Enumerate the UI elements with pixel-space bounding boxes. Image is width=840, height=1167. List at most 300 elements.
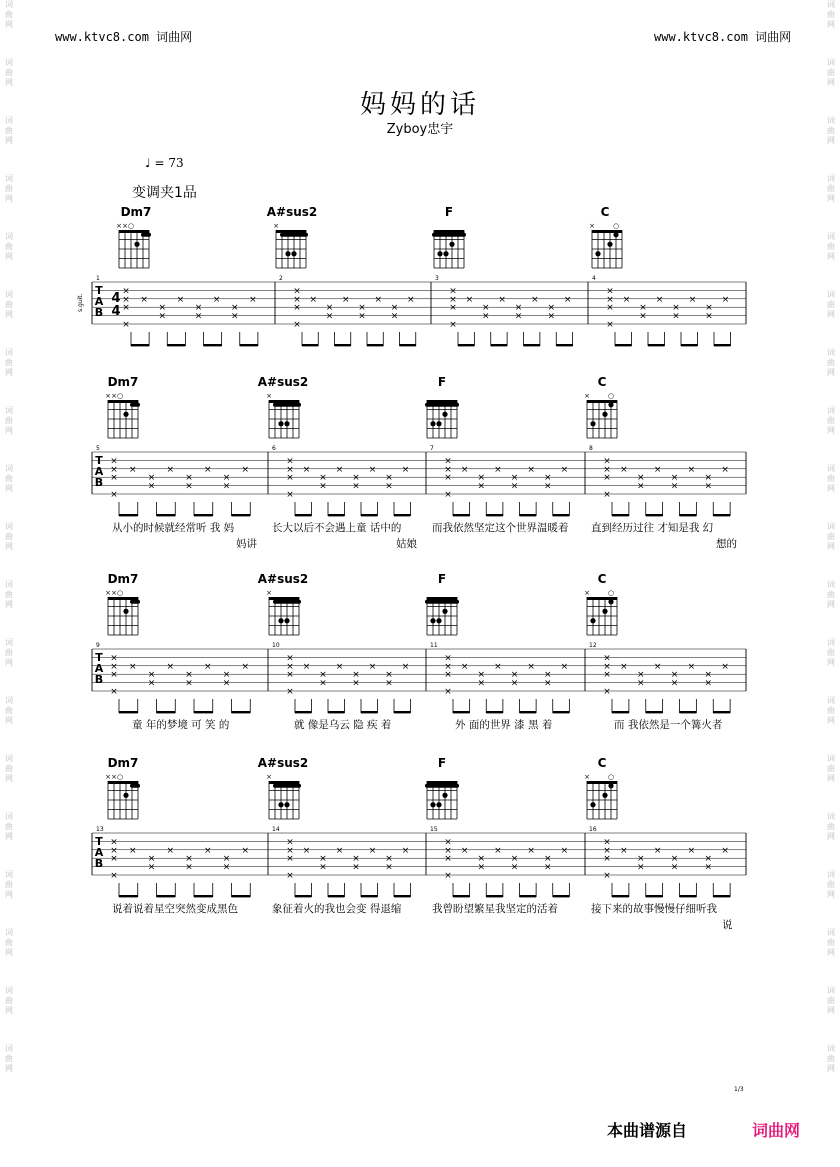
svg-text:×: × bbox=[286, 456, 294, 467]
footer-label: 本曲谱源自 bbox=[607, 1121, 688, 1140]
svg-text:×: × bbox=[636, 670, 645, 681]
watermark-glyphs: 词 曲 网 bbox=[827, 174, 835, 203]
svg-text:×: × bbox=[620, 661, 628, 672]
measure-number: 12 bbox=[589, 642, 597, 649]
svg-text:×: × bbox=[385, 854, 393, 865]
svg-text:×: × bbox=[636, 481, 645, 492]
svg-text:×: × bbox=[286, 661, 294, 672]
svg-text:×: × bbox=[249, 294, 257, 305]
svg-text:×: × bbox=[721, 661, 729, 672]
lyric-line: 直到经历过往 才知是我 幻 bbox=[591, 522, 714, 534]
svg-text:×: × bbox=[110, 653, 118, 664]
svg-text:×: × bbox=[639, 303, 647, 314]
measure-number: 14 bbox=[272, 826, 280, 833]
svg-text:×: × bbox=[293, 320, 301, 330]
chord-name: Dm7 bbox=[107, 756, 139, 770]
svg-text:×: × bbox=[444, 871, 452, 881]
svg-text:×: × bbox=[705, 303, 713, 314]
svg-text:○: ○ bbox=[116, 392, 124, 400]
svg-text:×: × bbox=[286, 837, 294, 848]
svg-text:○: ○ bbox=[116, 589, 124, 597]
chord-diagram-f bbox=[432, 230, 466, 268]
system-4 bbox=[92, 756, 746, 897]
svg-text:○: ○ bbox=[607, 392, 615, 400]
svg-text:×: × bbox=[543, 862, 552, 873]
svg-text:×: × bbox=[352, 670, 360, 681]
svg-text:×: × bbox=[670, 481, 679, 492]
chord-name: Dm7 bbox=[120, 205, 152, 219]
svg-text:×: × bbox=[510, 854, 519, 865]
watermark-glyphs: 词 曲 网 bbox=[5, 174, 13, 203]
footer-brand: 词曲网 bbox=[752, 1121, 801, 1140]
chord-diagram-dm7 bbox=[105, 773, 140, 819]
svg-text:×: × bbox=[385, 862, 393, 873]
chord-diagram-c bbox=[584, 392, 617, 438]
svg-text:×: × bbox=[286, 687, 294, 697]
svg-text:×: × bbox=[444, 653, 452, 664]
watermark-glyphs: 词 曲 网 bbox=[827, 58, 835, 87]
measure-number: 13 bbox=[96, 826, 104, 833]
svg-text:×: × bbox=[390, 303, 399, 314]
svg-text:×: × bbox=[510, 862, 519, 873]
svg-text:×: × bbox=[176, 294, 185, 305]
svg-text:×: × bbox=[266, 589, 272, 597]
svg-text:×: × bbox=[166, 845, 175, 856]
svg-text:×: × bbox=[721, 294, 730, 305]
svg-text:×: × bbox=[358, 311, 366, 322]
tab-clef: A bbox=[94, 465, 104, 478]
svg-text:×: × bbox=[406, 294, 415, 305]
watermark-glyphs: 词 曲 网 bbox=[827, 696, 835, 725]
svg-text:×: × bbox=[444, 490, 452, 500]
svg-text:×: × bbox=[620, 845, 628, 856]
svg-text:×: × bbox=[203, 661, 212, 672]
watermark-glyphs: 词 曲 网 bbox=[5, 58, 13, 87]
svg-text:×: × bbox=[122, 320, 130, 330]
svg-text:×: × bbox=[230, 311, 239, 322]
svg-text:×: × bbox=[286, 670, 294, 681]
svg-text:×: × bbox=[368, 845, 377, 856]
chord-name: F bbox=[437, 572, 447, 586]
measure-number: 16 bbox=[589, 826, 597, 833]
svg-text:×: × bbox=[352, 854, 360, 865]
svg-text:×: × bbox=[584, 773, 590, 781]
svg-text:×: × bbox=[110, 845, 118, 856]
svg-text:×: × bbox=[603, 871, 611, 881]
svg-text:×: × bbox=[286, 473, 294, 484]
lyric-line: 长大以后不会遇上童 话中的 bbox=[272, 522, 402, 534]
lyric-line: 童 年的梦境 可 笑 的 bbox=[132, 719, 230, 731]
watermark-glyphs: 词 曲 网 bbox=[5, 464, 13, 493]
svg-text:×: × bbox=[670, 473, 679, 484]
tab-clef: T bbox=[95, 651, 103, 664]
tab-clef: B bbox=[94, 857, 104, 870]
svg-text:×: × bbox=[122, 286, 130, 297]
svg-text:×: × bbox=[670, 678, 679, 689]
svg-text:×: × bbox=[543, 473, 552, 484]
instrument-label: s.guit. bbox=[77, 293, 84, 312]
svg-text:×: × bbox=[620, 464, 628, 475]
svg-text:×: × bbox=[341, 294, 350, 305]
lyric-line: 我曾盼望繁星我坚定的活着 bbox=[432, 903, 558, 915]
svg-text:×: × bbox=[293, 286, 301, 297]
svg-text:×: × bbox=[460, 464, 469, 475]
watermark-glyphs: 词 曲 网 bbox=[827, 348, 835, 377]
svg-text:×: × bbox=[385, 678, 393, 689]
svg-text:×: × bbox=[481, 303, 490, 314]
svg-text:×: × bbox=[385, 481, 393, 492]
measure-number: 10 bbox=[272, 642, 280, 649]
svg-text:×: × bbox=[444, 837, 452, 848]
tab-clef: A bbox=[94, 295, 104, 308]
watermark-glyphs: 词 曲 网 bbox=[827, 1044, 835, 1073]
svg-text:×: × bbox=[449, 286, 457, 297]
svg-text:×: × bbox=[606, 320, 614, 330]
svg-text:×: × bbox=[687, 845, 696, 856]
tab-clef: B bbox=[94, 673, 104, 686]
svg-text:×: × bbox=[222, 854, 231, 865]
watermark-glyphs: 词 曲 网 bbox=[5, 232, 13, 261]
svg-text:×: × bbox=[368, 661, 377, 672]
svg-text:×: × bbox=[147, 473, 156, 484]
lyric-continuation: 妈讲 bbox=[236, 538, 257, 550]
svg-text:○: ○ bbox=[116, 773, 124, 781]
site-header-left: www.ktvc8.com 词曲网 bbox=[55, 30, 193, 44]
chord-name: F bbox=[444, 205, 454, 219]
svg-text:×: × bbox=[158, 303, 167, 314]
svg-text:×: × bbox=[185, 473, 193, 484]
system-3 bbox=[92, 572, 746, 713]
svg-text:×: × bbox=[655, 294, 664, 305]
svg-text:×: × bbox=[636, 854, 645, 865]
watermark-glyphs: 词 曲 网 bbox=[827, 290, 835, 319]
measure-number: 3 bbox=[435, 275, 439, 282]
svg-text:×: × bbox=[110, 490, 118, 500]
lyric-line: 就 像是乌云 隐 疾 着 bbox=[294, 719, 392, 731]
svg-text:×: × bbox=[560, 845, 569, 856]
svg-text:×: × bbox=[110, 837, 118, 848]
chord-name: F bbox=[437, 375, 447, 389]
measure-number: 2 bbox=[279, 275, 283, 282]
svg-text:×: × bbox=[401, 464, 410, 475]
svg-text:×: × bbox=[449, 320, 457, 330]
watermark-glyphs: 词 曲 网 bbox=[5, 580, 13, 609]
svg-text:×: × bbox=[687, 661, 696, 672]
svg-text:×: × bbox=[230, 303, 239, 314]
svg-text:×: × bbox=[147, 854, 156, 865]
svg-text:×: × bbox=[510, 670, 519, 681]
svg-text:○: ○ bbox=[127, 222, 135, 230]
svg-text:×: × bbox=[111, 392, 117, 400]
svg-text:×: × bbox=[185, 670, 193, 681]
watermark-glyphs: 词 曲 网 bbox=[5, 754, 13, 783]
tempo-value: = 73 bbox=[154, 156, 184, 170]
svg-text:×: × bbox=[560, 464, 569, 475]
svg-text:×: × bbox=[531, 294, 539, 305]
svg-text:×: × bbox=[721, 464, 729, 475]
svg-text:○: ○ bbox=[607, 773, 615, 781]
svg-text:×: × bbox=[222, 473, 231, 484]
svg-text:×: × bbox=[335, 661, 344, 672]
svg-text:×: × bbox=[444, 473, 452, 484]
chord-diagram-dm7 bbox=[116, 222, 151, 268]
svg-text:×: × bbox=[325, 303, 334, 314]
lyric-continuation: 说 bbox=[722, 919, 733, 931]
svg-text:×: × bbox=[721, 845, 729, 856]
chord-name: A#sus2 bbox=[257, 756, 309, 770]
watermark-glyphs: 词 曲 网 bbox=[827, 464, 835, 493]
svg-text:×: × bbox=[158, 311, 167, 322]
svg-text:×: × bbox=[286, 653, 294, 664]
svg-text:×: × bbox=[374, 294, 383, 305]
chord-diagram-dm7 bbox=[105, 392, 140, 438]
svg-text:×: × bbox=[110, 854, 118, 865]
svg-text:×: × bbox=[444, 687, 452, 697]
svg-text:×: × bbox=[543, 678, 552, 689]
svg-text:×: × bbox=[110, 473, 118, 484]
measure-number: 7 bbox=[430, 445, 434, 452]
site-header-right: www.ktvc8.com 词曲网 bbox=[654, 30, 792, 44]
song-title: 妈妈的话 bbox=[359, 90, 480, 120]
measure-number: 15 bbox=[430, 826, 438, 833]
svg-text:×: × bbox=[358, 303, 366, 314]
chord-name: C bbox=[597, 756, 607, 770]
page-number: 1/3 bbox=[734, 1086, 744, 1093]
watermark-glyphs: 词 曲 网 bbox=[827, 406, 835, 435]
svg-text:×: × bbox=[401, 845, 410, 856]
chord-diagram-dm7 bbox=[105, 589, 140, 635]
watermark-glyphs: 词 曲 网 bbox=[827, 638, 835, 667]
svg-text:○: ○ bbox=[612, 222, 620, 230]
watermark-glyphs: 词 曲 网 bbox=[827, 522, 835, 551]
svg-text:×: × bbox=[444, 854, 452, 865]
svg-text:×: × bbox=[603, 653, 611, 664]
chord-diagram-c bbox=[584, 589, 617, 635]
measure-number: 9 bbox=[96, 642, 100, 649]
watermark-glyphs: 词 曲 网 bbox=[5, 0, 13, 29]
svg-text:×: × bbox=[477, 854, 486, 865]
svg-text:×: × bbox=[510, 678, 519, 689]
svg-text:×: × bbox=[510, 481, 519, 492]
svg-text:×: × bbox=[547, 311, 556, 322]
svg-text:×: × bbox=[212, 294, 221, 305]
svg-text:×: × bbox=[335, 464, 344, 475]
svg-text:×: × bbox=[293, 294, 301, 305]
svg-text:×: × bbox=[603, 473, 611, 484]
quarter-note-icon: ♩ bbox=[145, 156, 151, 170]
svg-text:×: × bbox=[563, 294, 572, 305]
svg-text:×: × bbox=[704, 862, 713, 873]
watermark-glyphs: 词 曲 网 bbox=[5, 986, 13, 1015]
lyric-line: 而我依然坚定这个世界温暖着 bbox=[432, 522, 569, 534]
svg-text:×: × bbox=[603, 845, 611, 856]
svg-text:×: × bbox=[704, 473, 713, 484]
svg-text:×: × bbox=[110, 687, 118, 697]
watermark-glyphs: 词 曲 网 bbox=[5, 870, 13, 899]
watermark-glyphs: 词 曲 网 bbox=[5, 406, 13, 435]
svg-text:×: × bbox=[302, 661, 311, 672]
svg-text:×: × bbox=[653, 845, 662, 856]
lyric-line: 而 我依然是一个篝火者 bbox=[614, 719, 723, 731]
watermark-glyphs: 词 曲 网 bbox=[827, 986, 835, 1015]
watermark-glyphs: 词 曲 网 bbox=[827, 0, 835, 29]
tab-clef: B bbox=[94, 306, 104, 319]
svg-text:×: × bbox=[319, 862, 327, 873]
chord-diagram-asharpsus2 bbox=[266, 392, 301, 438]
svg-text:×: × bbox=[140, 294, 148, 305]
svg-text:×: × bbox=[460, 661, 469, 672]
svg-text:×: × bbox=[111, 773, 117, 781]
svg-text:×: × bbox=[460, 845, 469, 856]
svg-text:×: × bbox=[606, 286, 614, 297]
svg-text:×: × bbox=[494, 845, 502, 856]
svg-text:×: × bbox=[444, 670, 452, 681]
svg-text:×: × bbox=[477, 481, 486, 492]
chord-name: C bbox=[597, 375, 607, 389]
svg-text:×: × bbox=[194, 311, 203, 322]
svg-text:×: × bbox=[166, 661, 175, 672]
measure-number: 6 bbox=[272, 445, 276, 452]
chord-name: Dm7 bbox=[107, 572, 139, 586]
svg-text:×: × bbox=[128, 845, 137, 856]
svg-text:×: × bbox=[704, 678, 713, 689]
svg-text:×: × bbox=[122, 222, 128, 230]
svg-text:×: × bbox=[543, 670, 552, 681]
svg-text:×: × bbox=[494, 661, 502, 672]
svg-text:×: × bbox=[603, 464, 611, 475]
svg-text:×: × bbox=[122, 303, 130, 314]
chord-name: Dm7 bbox=[107, 375, 139, 389]
svg-text:×: × bbox=[603, 837, 611, 848]
svg-text:×: × bbox=[465, 294, 474, 305]
measure-number: 1 bbox=[96, 275, 100, 282]
svg-text:×: × bbox=[286, 464, 294, 475]
chord-diagram-f bbox=[425, 781, 459, 819]
svg-text:×: × bbox=[352, 481, 360, 492]
svg-text:×: × bbox=[110, 670, 118, 681]
svg-text:×: × bbox=[603, 661, 611, 672]
svg-text:×: × bbox=[498, 294, 506, 305]
svg-text:×: × bbox=[444, 845, 452, 856]
lyric-line: 接下来的故事慢慢仔细听我 bbox=[591, 903, 717, 915]
chord-name: A#sus2 bbox=[257, 572, 309, 586]
svg-text:×: × bbox=[543, 481, 552, 492]
svg-text:×: × bbox=[194, 303, 203, 314]
svg-text:×: × bbox=[385, 473, 393, 484]
chord-diagram-f bbox=[425, 597, 459, 635]
svg-text:×: × bbox=[105, 589, 111, 597]
watermark-glyphs: 词 曲 网 bbox=[5, 812, 13, 841]
svg-text:×: × bbox=[670, 862, 679, 873]
svg-text:×: × bbox=[527, 464, 535, 475]
watermark-glyphs: 词 曲 网 bbox=[827, 232, 835, 261]
chord-name: C bbox=[600, 205, 610, 219]
watermark-glyphs: 词 曲 网 bbox=[5, 348, 13, 377]
svg-text:×: × bbox=[688, 294, 697, 305]
svg-text:×: × bbox=[110, 661, 118, 672]
svg-text:×: × bbox=[547, 303, 556, 314]
svg-text:×: × bbox=[622, 294, 631, 305]
measure-number: 11 bbox=[430, 642, 438, 649]
svg-text:×: × bbox=[319, 473, 327, 484]
svg-text:×: × bbox=[147, 670, 156, 681]
svg-text:×: × bbox=[653, 464, 662, 475]
composer: Zyboy忠宇 bbox=[386, 122, 454, 137]
svg-text:×: × bbox=[352, 473, 360, 484]
svg-text:×: × bbox=[203, 845, 212, 856]
svg-text:×: × bbox=[589, 222, 595, 230]
watermark-glyphs: 词 曲 网 bbox=[5, 638, 13, 667]
capo-note: 变调夹1品 bbox=[132, 185, 197, 201]
svg-text:×: × bbox=[449, 303, 457, 314]
svg-text:×: × bbox=[105, 392, 111, 400]
svg-text:×: × bbox=[687, 464, 696, 475]
svg-text:×: × bbox=[286, 845, 294, 856]
svg-text:×: × bbox=[116, 222, 122, 230]
chord-name: C bbox=[597, 572, 607, 586]
watermark-glyphs: 词 曲 网 bbox=[827, 754, 835, 783]
svg-text:×: × bbox=[286, 490, 294, 500]
svg-text:×: × bbox=[704, 481, 713, 492]
lyric-line: 象征着火的我也会变 得退缩 bbox=[272, 903, 402, 915]
watermark-glyphs: 词 曲 网 bbox=[5, 1044, 13, 1073]
svg-text:×: × bbox=[636, 862, 645, 873]
svg-text:×: × bbox=[584, 392, 590, 400]
svg-text:×: × bbox=[147, 678, 156, 689]
svg-text:×: × bbox=[286, 871, 294, 881]
svg-text:×: × bbox=[477, 678, 486, 689]
svg-text:×: × bbox=[185, 854, 193, 865]
svg-text:×: × bbox=[385, 670, 393, 681]
svg-text:×: × bbox=[606, 294, 614, 305]
svg-text:×: × bbox=[166, 464, 175, 475]
svg-text:×: × bbox=[147, 862, 156, 873]
svg-text:×: × bbox=[494, 464, 502, 475]
svg-text:×: × bbox=[222, 670, 231, 681]
svg-text:×: × bbox=[527, 661, 535, 672]
svg-text:×: × bbox=[514, 303, 523, 314]
chord-diagram-c bbox=[584, 773, 617, 819]
svg-text:×: × bbox=[672, 311, 680, 322]
svg-text:×: × bbox=[302, 845, 311, 856]
svg-text:×: × bbox=[477, 473, 486, 484]
svg-text:×: × bbox=[319, 481, 327, 492]
svg-text:×: × bbox=[111, 589, 117, 597]
tab-clef: A bbox=[94, 662, 104, 675]
lyric-continuation: 姑娘 bbox=[396, 538, 417, 550]
chord-diagram-asharpsus2 bbox=[266, 773, 301, 819]
chord-name: A#sus2 bbox=[257, 375, 309, 389]
svg-text:×: × bbox=[481, 311, 490, 322]
tab-clef: T bbox=[95, 454, 103, 467]
svg-text:×: × bbox=[302, 464, 311, 475]
watermark-glyphs: 词 曲 网 bbox=[827, 870, 835, 899]
tab-clef: B bbox=[94, 476, 104, 489]
svg-text:×: × bbox=[449, 294, 457, 305]
system-1 bbox=[77, 205, 746, 346]
svg-text:×: × bbox=[603, 670, 611, 681]
svg-text:×: × bbox=[477, 862, 486, 873]
chord-diagram-asharpsus2 bbox=[266, 589, 301, 635]
watermark-glyphs: 词 曲 网 bbox=[827, 928, 835, 957]
svg-text:×: × bbox=[335, 845, 344, 856]
svg-text:×: × bbox=[352, 862, 360, 873]
lyric-line: 说着说着星空突然变成黑色 bbox=[112, 903, 238, 915]
svg-text:×: × bbox=[105, 773, 111, 781]
tab-clef: A bbox=[94, 846, 104, 859]
svg-text:×: × bbox=[636, 678, 645, 689]
svg-text:×: × bbox=[319, 678, 327, 689]
